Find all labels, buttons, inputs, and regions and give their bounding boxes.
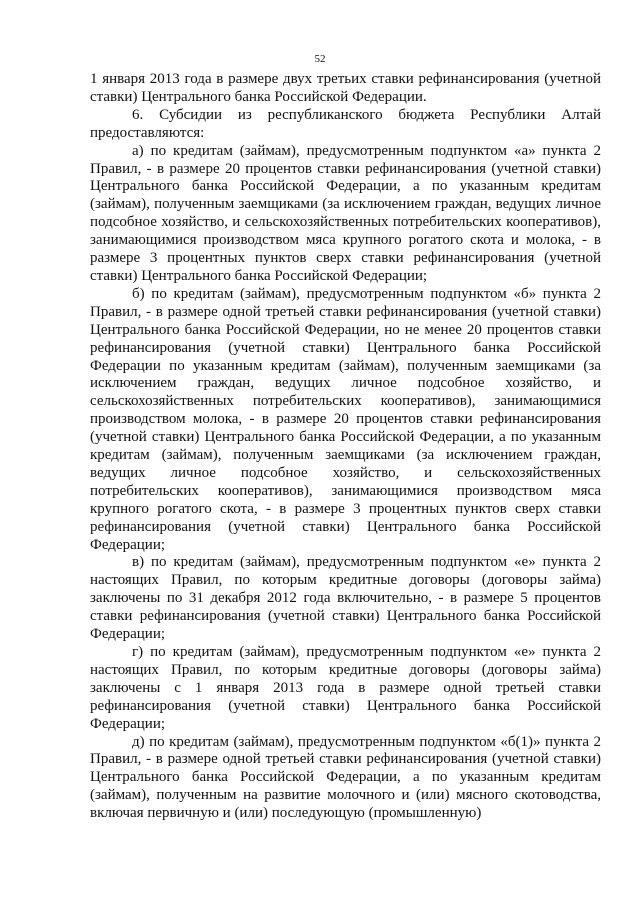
paragraph-text: 1 января 2013 года в размере двух третьих ставки рефинансирования (учетной ставки) Центрального банка Российской Федерации. <box>90 71 601 105</box>
document-body <box>90 71 601 823</box>
paragraph-subitem-g <box>90 644 601 734</box>
paragraph-text: а) по кредитам (займам), предусмотренным подпунктом «а» пункта 2 Правил, - в размере 20 процентов ставки рефинансирования (учетной ставки) Центрального банка Российской Федерации, а по указанным кредитам (займам), полученным заемщиками (за исключением граждан, ведущих личное подсобное хозяйство, и сельскохозяйственных потребительских кооперативов), занимающимися производством мяса крупного рогатого скота и молока, - в размере 3 процентных пунктов сверх ставки рефинансирования (учетной ставки) Центрального банка Российской Федерации; <box>90 142 601 284</box>
paragraph-text: в) по кредитам (займам), предусмотренным подпунктом «е» пункта 2 настоящих Правил, по которым кредитные договоры (договоры займа) заключены по 31 декабря 2012 года включительно, - в размере 5 процентов ставки рефинансирования (учетной ставки) Центрального банка Российской Федерации; <box>90 554 601 643</box>
paragraph-text: г) по кредитам (займам), предусмотренным подпунктом «е» пункта 2 настоящих Правил, по которым кредитные договоры (договоры займа) заключены с 1 января 2013 года в размере одной третьей ставки рефинансирования (учетной ставки) Центрального банка Российской Федерации; <box>90 644 601 732</box>
paragraph-subitem-d <box>90 734 601 824</box>
paragraph-subitem-v <box>90 554 601 644</box>
paragraph-subitem-b <box>90 286 601 555</box>
paragraph-text: б) по кредитам (займам), предусмотренным подпунктом «б» пункта 2 Правил, - в размере одной третьей ставки рефинансирования (учетной ставки) Центрального банка Российской Федерации, но не менее 20 процентов ставки рефинансирования (учетной ставки) Центрального банка Российской Федерации по указанным кредитам (займам), полученным заемщиками (за исключением граждан, ведущих личное подсобное хозяйство, и сельскохозяйственных потребительских кооперативов), занимающимися производством молока, - в размере 20 процентов ставки рефинансирования (учетной ставки) Центрального банка Российской Федерации, а по указанным кредитам (займам), полученным заемщиками (за исключением граждан, ведущих личное подсобное хозяйство, и сельскохозяйственных потребительских кооперативов), занимающимися производством мяса крупного рогатого скота, - в размере 3 процентных пунктов сверх ставки рефинансирования (учетной ставки) Центрального банка Российской Федерации; <box>90 285 601 553</box>
paragraph-subitem-a <box>90 143 601 286</box>
paragraph-continuation <box>90 71 601 107</box>
paragraph-text: 6. Субсидии из республиканского бюджета Республики Алтай предоставляются: <box>90 106 601 141</box>
paragraph-text: д) по кредитам (займам), предусмотренным подпунктом «б(1)» пункта 2 Правил, - в размере одной третьей ставки рефинансирования (учетной ставки) Центрального банка Российской Федерации, а по указанным кредитам (займам), полученным на развитие молочного и (или) мясного скотоводства, включая первичную и (или) последующую (промышленную) <box>90 733 601 822</box>
paragraph-item-6 <box>90 107 601 143</box>
page-number: 52 <box>314 53 326 65</box>
